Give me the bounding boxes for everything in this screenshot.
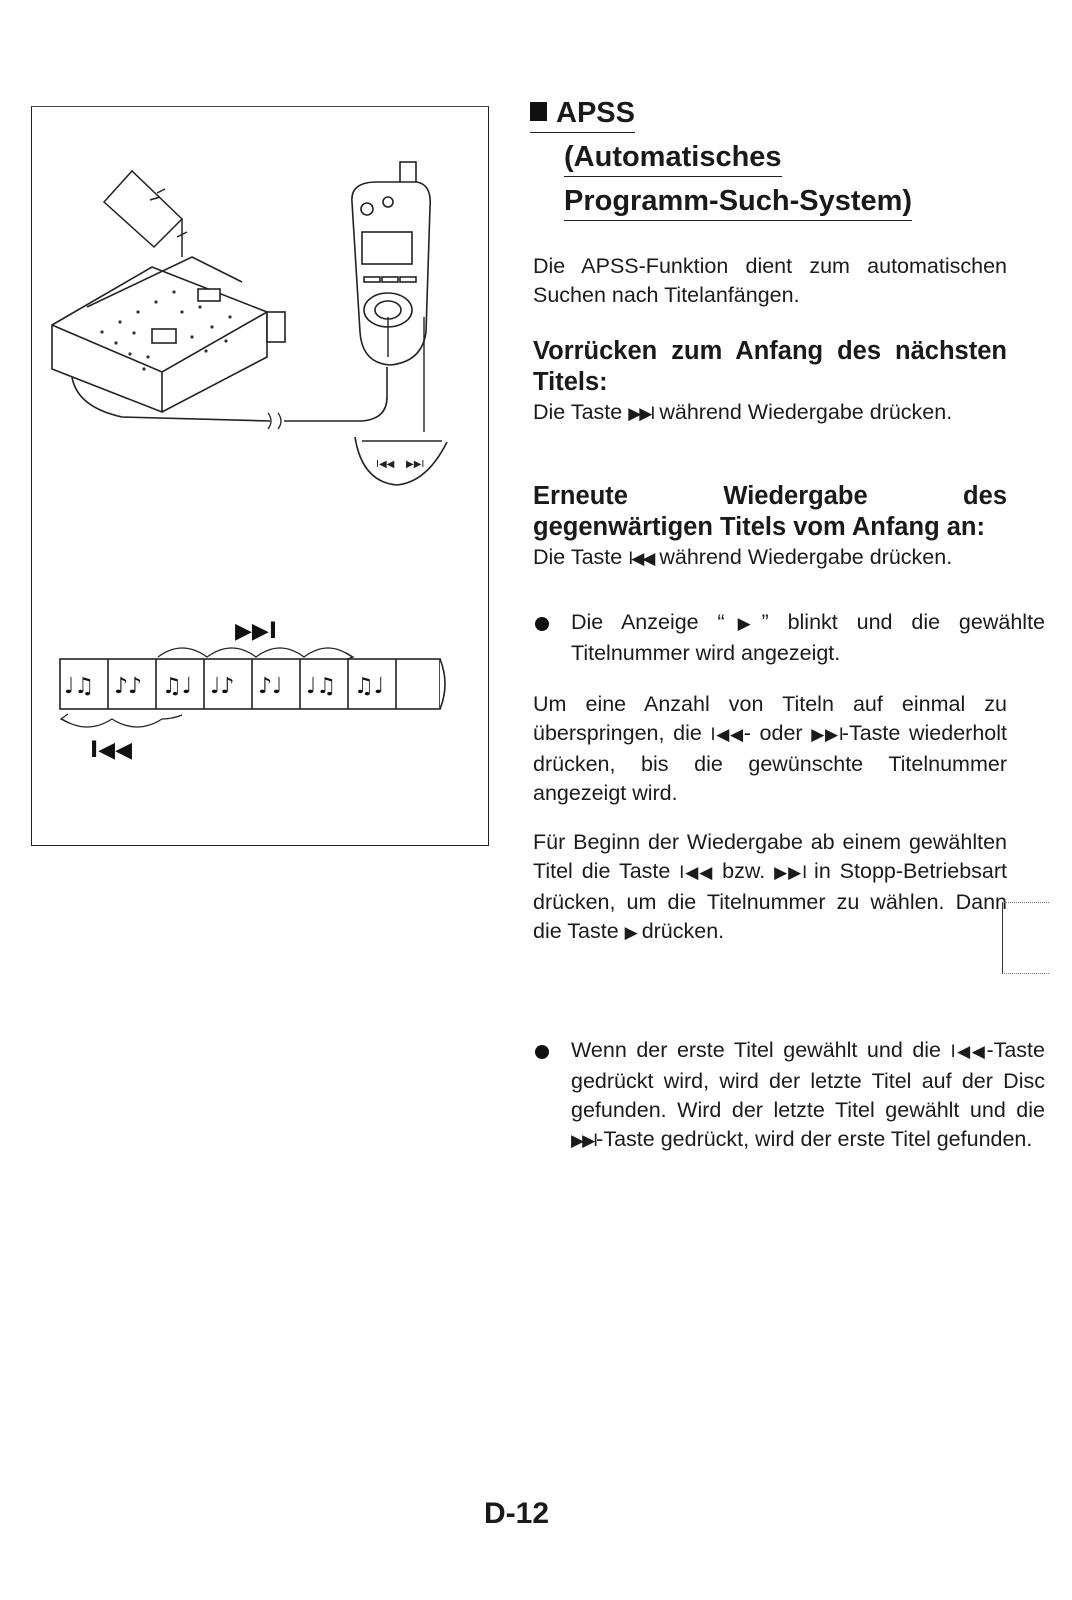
text: Wenn der erste Titel gewählt und die bbox=[571, 1038, 951, 1062]
text: in Stopp-Betriebsart drücken, um die Titelnummer zu wählen. Dann die Taste bbox=[533, 859, 1007, 943]
back-arrows bbox=[62, 715, 182, 727]
prev-track-icon: I◀◀ bbox=[710, 725, 744, 745]
svg-text:♫♩: ♫♩ bbox=[162, 674, 193, 699]
remote-next-label: ▶▶I bbox=[406, 459, 425, 470]
text: während Wiedergabe drücken. bbox=[653, 400, 953, 424]
text: drücken. bbox=[635, 919, 725, 943]
bullet-dot-icon bbox=[535, 1045, 549, 1059]
text: ” blinkt und die gewählte Titelnummer wird angezeigt. bbox=[571, 610, 1045, 665]
section-next-track bbox=[533, 336, 1007, 429]
para-start-selected bbox=[533, 828, 1007, 948]
text: -Taste gedrückt wird, wird der letzte Titel auf der Disc gefunden. Wird der letzte Titel gewählt und die bbox=[571, 1038, 1045, 1122]
bullet-dot-icon bbox=[535, 617, 549, 631]
page-edge-tab bbox=[1002, 902, 1049, 974]
intro-text: Die APSS-Funktion dient zum automatischen Suchen nach Titelanfängen. bbox=[533, 254, 1007, 307]
svg-text:♩♫: ♩♫ bbox=[64, 674, 95, 699]
play-icon: ▶ bbox=[724, 614, 762, 634]
player-icon bbox=[52, 257, 285, 412]
para-skip bbox=[533, 690, 1007, 808]
svg-text:♩♫: ♩♫ bbox=[306, 674, 337, 699]
text: -Taste gedrückt, wird der erste Titel gefunden. bbox=[596, 1127, 1033, 1151]
svg-text:♪♪: ♪♪ bbox=[114, 674, 143, 699]
heading-replay: Erneute Wiedergabe des gegenwärtigen Titels vom Anfang an: bbox=[533, 482, 1007, 541]
disc-icon bbox=[104, 171, 187, 257]
title-line-3: Programm-Such-System) bbox=[564, 184, 912, 221]
text: Für Beginn der Wiedergabe ab einem gewählten Titel die Taste bbox=[533, 830, 1007, 883]
text: Die Taste bbox=[533, 400, 629, 424]
remote-prev-label: I◀◀ bbox=[376, 459, 395, 470]
title-line-2: (Automatisches bbox=[564, 140, 782, 177]
play-icon: ▶ bbox=[624, 923, 636, 943]
svg-text:♫♩: ♫♩ bbox=[354, 674, 385, 699]
start-text bbox=[533, 828, 1007, 948]
section-title bbox=[530, 96, 1010, 228]
next-track-icon: ▶▶I bbox=[628, 404, 654, 424]
wraparound-text bbox=[571, 1036, 1045, 1156]
text: - oder bbox=[743, 721, 812, 745]
next-track-icon: ▶▶I bbox=[811, 725, 842, 745]
svg-text:♪♩: ♪♩ bbox=[258, 674, 283, 699]
title-line-1 bbox=[530, 96, 635, 133]
section-replay bbox=[533, 481, 1007, 574]
illustration-frame bbox=[31, 106, 489, 846]
text: während Wiedergabe drücken. bbox=[653, 545, 953, 569]
prev-track-icon: I◀◀ bbox=[679, 863, 714, 883]
minidisc-illustration bbox=[32, 107, 488, 845]
prev-track-icon: I◀◀ bbox=[628, 549, 654, 569]
next-track-symbol: ▶▶I bbox=[235, 619, 278, 644]
square-bullet-icon bbox=[530, 102, 547, 121]
bullet-display-text bbox=[571, 608, 1045, 668]
intro-block bbox=[533, 252, 1007, 310]
forward-arrows bbox=[158, 648, 352, 657]
text: bzw. bbox=[713, 859, 775, 883]
replay-instruction bbox=[533, 543, 1007, 574]
text: -Taste wiederholt drücken, bis die gewünschte Titelnummer angezeigt wird. bbox=[533, 721, 1008, 805]
svg-text:♩♪: ♩♪ bbox=[210, 674, 235, 699]
prev-track-icon: I◀◀ bbox=[950, 1042, 987, 1062]
next-track-icon: ▶▶I bbox=[774, 863, 806, 883]
title-text-1: APSS bbox=[556, 97, 635, 129]
heading-next-track: Vorrücken zum Anfang des nächsten Titels: bbox=[533, 337, 1007, 396]
next-track-instruction bbox=[533, 398, 1007, 429]
page-number: D-12 bbox=[484, 1497, 550, 1530]
skip-text bbox=[533, 690, 1007, 808]
bullet-wraparound bbox=[533, 1036, 1045, 1156]
text: Die Anzeige “ bbox=[571, 610, 725, 634]
bullet-display-blink bbox=[533, 608, 1045, 668]
text: Die Taste bbox=[533, 545, 629, 569]
next-track-icon: ▶▶I bbox=[571, 1131, 597, 1151]
remote-control-icon bbox=[352, 162, 430, 365]
prev-track-symbol: I◀◀ bbox=[90, 738, 133, 763]
text: Um eine Anzahl von Titeln auf einmal zu überspringen, die bbox=[533, 692, 1007, 745]
